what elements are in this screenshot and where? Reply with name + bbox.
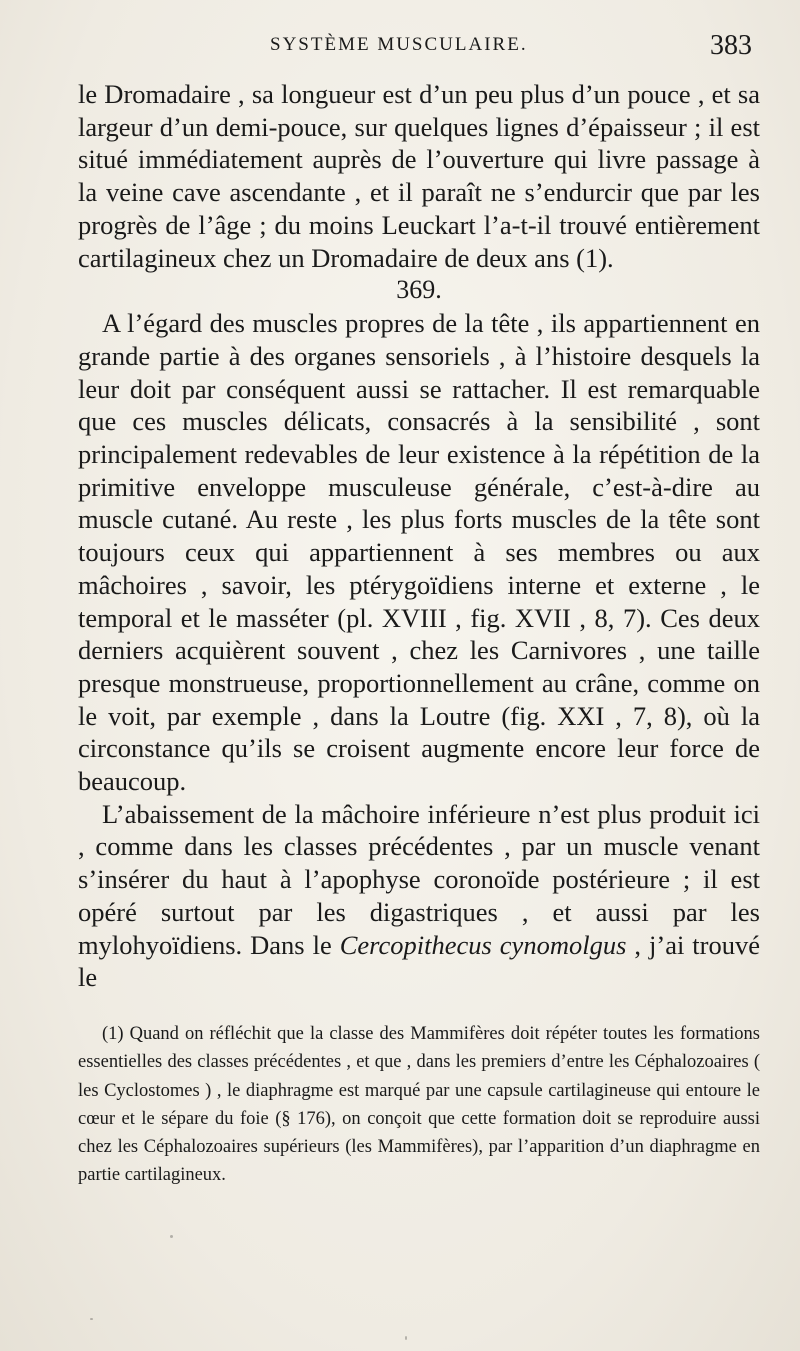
- species-name: Cercopithecus cynomolgus: [339, 929, 627, 960]
- main-text: [78, 78, 760, 994]
- footnote-1: (1) Quand on réfléchit que la classe des Mammifères doit répéter toutes les formations essentielles des classes précédentes , et que , dans les premiers d’entre les Céphalozoaires ( les Cyclostomes ) , le diaphragme est marqué par une capsule cartilagineuse qui entoure le cœur et le sépare du foie (§ 176), on conçoit que cette formation doit se reproduire aussi chez les Céphalozoaires supérieurs (les Mammifères), par l’apparition d’un diaphragme en partie cartilagineux.: [78, 1024, 760, 1186]
- running-head: SYSTÈME MUSCULAIRE.: [270, 34, 528, 55]
- paragraph-3: [78, 798, 760, 994]
- paragraph-3-end: , j’ai trouvé le: [78, 929, 761, 993]
- ink-speck: [405, 1336, 407, 1340]
- ink-speck: [90, 1318, 93, 1320]
- page-header: [0, 30, 800, 70]
- footnote-area: [78, 1020, 760, 1190]
- paragraph-3-start: L’abaissement de la mâchoire inférieure n’est plus produit ici , comme dans les classes précédentes , par un muscle venant s’insérer du haut à l’apophyse coronoïde postérieure ; il est opéré surtout par les digastriques , et aussi par les mylohyoïdiens. Dans le: [78, 798, 760, 960]
- paragraph-2: A l’égard des muscles propres de la tête , ils appartiennent en grande partie à des organes sensoriels , à l’histoire desquels la leur doit par conséquent aussi se rattacher. Il est remarquable que ces muscles délicats, consacrés à la sensibilité , sont principalement redevables de leur existence à la répétition de la primitive enveloppe musculeuse générale, c’est-à-dire au muscle cutané. Au reste , les plus forts muscles de la tête sont toujours ceux qui appartiennent à ses membres ou aux mâchoires , savoir, les ptérygoïdiens interne et externe , le temporal et le masséter (pl. XVIII , fig. XVII , 8, 7). Ces deux derniers acquièrent souvent , chez les Carnivores , une taille presque monstrueuse, proportionnellement au crâne, comme on le voit, par exemple , dans la Loutre (fig. XXI , 7, 8), où la circonstance qu’ils se croisent augmente encore leur force de beaucoup.: [78, 308, 760, 797]
- section-number: 369.: [396, 275, 442, 305]
- paragraph-1: le Dromadaire , sa longueur est d’un peu plus d’un pouce , et sa largeur d’un demi-pouce, sur quelques lignes d’épaisseur ; il est situé immédiatement auprès de l’ouverture qui livre passage à la veine cave ascendante , et il paraît ne s’endurcir que par les progrès de l’âge ; du moins Leuckart l’a-t-il trouvé entièrement cartilagineux chez un Dromadaire de deux ans (1).: [78, 79, 760, 273]
- page-number: 383: [710, 30, 752, 61]
- ink-speck: [170, 1235, 173, 1238]
